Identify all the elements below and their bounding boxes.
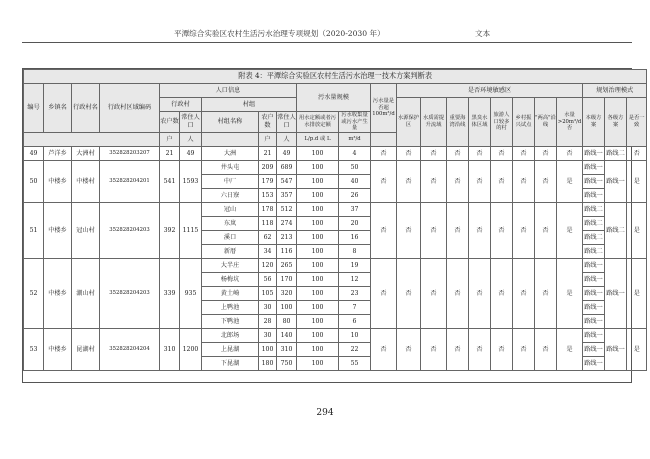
cell-county-plan: 路线二 bbox=[605, 146, 627, 160]
cell-seq: 50 bbox=[24, 160, 44, 202]
cell-group-residents: 213 bbox=[277, 230, 297, 244]
header-two-highs: "两高"沿线 bbox=[535, 98, 557, 147]
cell-group: 新厝 bbox=[202, 244, 259, 258]
unit-households: 户 bbox=[160, 132, 180, 146]
cell-consistent: 否 bbox=[627, 146, 647, 160]
cell-households: 339 bbox=[160, 258, 180, 328]
cell-quota: 100 bbox=[297, 258, 339, 272]
cell-seq: 53 bbox=[24, 328, 44, 370]
cell-county-plan: 路线一 bbox=[605, 258, 627, 328]
cell-volume: 4 bbox=[339, 146, 371, 160]
cell-volume: 8 bbox=[339, 244, 371, 258]
cell-consistent: 是 bbox=[627, 328, 647, 370]
header-residents: 常住人口 bbox=[180, 112, 202, 133]
header-row-1 bbox=[24, 84, 647, 98]
cell-volume: 23 bbox=[339, 286, 371, 300]
cell-revival: 否 bbox=[513, 328, 535, 370]
header-water-protection: 水源保护区 bbox=[397, 98, 421, 147]
cell-quota: 100 bbox=[297, 356, 339, 370]
cell-quota: 100 bbox=[297, 286, 339, 300]
cell-lifting: 否 bbox=[421, 160, 447, 202]
cell-protection: 否 bbox=[397, 328, 421, 370]
cell-quota: 100 bbox=[297, 202, 339, 216]
cell-protection: 否 bbox=[397, 258, 421, 328]
cell-volume: 50 bbox=[339, 160, 371, 174]
unit-volume: m³/d bbox=[339, 132, 371, 146]
header-important-coast: 重要海湾沿线 bbox=[447, 98, 469, 147]
cell-group-residents: 170 bbox=[277, 272, 297, 286]
page-number: 294 bbox=[316, 408, 334, 418]
table-row bbox=[24, 258, 647, 272]
cell-group: 溪口 bbox=[202, 230, 259, 244]
header-group-residents: 常住人口 bbox=[277, 112, 297, 133]
table-caption: 附表 4：平潭综合实验区农村生活污水治理一技术方案判断表 bbox=[24, 70, 647, 84]
cell-village-plan: 路线二 bbox=[583, 216, 605, 230]
cell-volume: 7 bbox=[339, 300, 371, 314]
cell-group: 东岚 bbox=[202, 216, 259, 230]
cell-two-highs: 否 bbox=[535, 146, 557, 160]
cell-village-plan: 路线一 bbox=[583, 286, 605, 300]
header-over-100: 污水量是否超100m³/d bbox=[371, 84, 397, 133]
cell-residents: 1200 bbox=[180, 328, 202, 370]
cell-quota: 100 bbox=[297, 188, 339, 202]
cell-over-100: 否 bbox=[371, 146, 397, 160]
cell-group: 大半庄 bbox=[202, 258, 259, 272]
cell-code: 352828204203 bbox=[100, 258, 160, 328]
unit-over-100 bbox=[371, 132, 397, 146]
cell-odor: 否 bbox=[469, 258, 491, 328]
cell-group-residents: 310 bbox=[277, 342, 297, 356]
unit-group-residents: 人 bbox=[277, 132, 297, 146]
cell-village-plan: 路线一 bbox=[583, 258, 605, 272]
cell-over-20: 是 bbox=[557, 258, 583, 328]
cell-group-households: 100 bbox=[259, 342, 277, 356]
cell-group: 上鸭池 bbox=[202, 300, 259, 314]
cell-village-plan: 路线一 bbox=[583, 328, 605, 342]
table-caption-row bbox=[24, 70, 647, 84]
header-population-info: 人口信息 bbox=[160, 84, 297, 98]
cell-admin-village: 昆湖村 bbox=[72, 328, 100, 370]
header-admin-village: 行政村名 bbox=[72, 84, 100, 133]
cell-two-highs: 否 bbox=[535, 160, 557, 202]
header-rural-revival: 乡村振兴试点 bbox=[513, 98, 535, 147]
units-spacer bbox=[24, 132, 160, 146]
cell-quota: 100 bbox=[297, 300, 339, 314]
cell-village-plan: 路线一 bbox=[583, 314, 605, 328]
cell-admin-village: 中楼村 bbox=[72, 160, 100, 202]
cell-households: 541 bbox=[160, 160, 180, 202]
cell-group: 大洲 bbox=[202, 146, 259, 160]
cell-over-100: 否 bbox=[371, 328, 397, 370]
header-admin-village-group: 行政村 bbox=[160, 98, 202, 112]
cell-lifting: 否 bbox=[421, 202, 447, 258]
cell-township: 中楼乡 bbox=[44, 160, 72, 202]
cell-group: 下鸭池 bbox=[202, 314, 259, 328]
header-township: 乡镇名 bbox=[44, 84, 72, 133]
cell-county-plan: 路线一 bbox=[605, 160, 627, 202]
header-water-quota: 用水定额或者污水排放定额 bbox=[297, 112, 339, 133]
cell-tourist: 否 bbox=[491, 328, 513, 370]
cell-residents: 1115 bbox=[180, 202, 202, 258]
cell-tourist: 否 bbox=[491, 146, 513, 160]
cell-township: 中楼乡 bbox=[44, 202, 72, 258]
cell-odor: 否 bbox=[469, 328, 491, 370]
cell-quota: 100 bbox=[297, 160, 339, 174]
cell-over-100: 否 bbox=[371, 258, 397, 328]
cell-quota: 100 bbox=[297, 146, 339, 160]
cell-group-households: 178 bbox=[259, 202, 277, 216]
header-consistent: 是否一致 bbox=[627, 98, 647, 147]
header-group-name: 村组名称 bbox=[202, 112, 259, 133]
cell-quota: 100 bbox=[297, 328, 339, 342]
cell-admin-village: 大洲村 bbox=[72, 146, 100, 160]
cell-village-plan: 路线二 bbox=[583, 244, 605, 258]
cell-village-plan: 路线一 bbox=[583, 300, 605, 314]
cell-residents: 1593 bbox=[180, 160, 202, 202]
cell-volume: 19 bbox=[339, 258, 371, 272]
header-sensitive-area: 是否环境敏感区 bbox=[397, 84, 583, 98]
table-row bbox=[24, 328, 647, 342]
cell-group-residents: 116 bbox=[277, 244, 297, 258]
cell-code: 352828204204 bbox=[100, 328, 160, 370]
cell-volume: 6 bbox=[339, 314, 371, 328]
cell-coast: 否 bbox=[447, 160, 469, 202]
cell-coast: 否 bbox=[447, 258, 469, 328]
cell-village-plan: 路线一 bbox=[583, 356, 605, 370]
cell-group-residents: 512 bbox=[277, 202, 297, 216]
cell-group-households: 62 bbox=[259, 230, 277, 244]
cell-group-households: 153 bbox=[259, 188, 277, 202]
cell-consistent: 是 bbox=[627, 258, 647, 328]
cell-volume: 16 bbox=[339, 230, 371, 244]
cell-volume: 40 bbox=[339, 174, 371, 188]
cell-quota: 100 bbox=[297, 230, 339, 244]
cell-tourist: 否 bbox=[491, 160, 513, 202]
cell-group: 中厂 bbox=[202, 174, 259, 188]
cell-households: 21 bbox=[160, 146, 180, 160]
cell-village-plan: 路线一 bbox=[583, 188, 605, 202]
cell-volume: 20 bbox=[339, 216, 371, 230]
cell-group: 杨梅坑 bbox=[202, 272, 259, 286]
cell-revival: 否 bbox=[513, 258, 535, 328]
cell-tourist: 否 bbox=[491, 202, 513, 258]
cell-code: 352828204201 bbox=[100, 160, 160, 202]
cell-group-residents: 140 bbox=[277, 328, 297, 342]
cell-village-plan: 路线二 bbox=[583, 230, 605, 244]
cell-coast: 否 bbox=[447, 328, 469, 370]
cell-group-households: 179 bbox=[259, 174, 277, 188]
cell-protection: 否 bbox=[397, 146, 421, 160]
cell-quota: 100 bbox=[297, 244, 339, 258]
cell-group: 黄土崎 bbox=[202, 286, 259, 300]
cell-over-100: 否 bbox=[371, 160, 397, 202]
cell-quota: 100 bbox=[297, 314, 339, 328]
header-village-plan: 本级方案 bbox=[583, 98, 605, 147]
document-title: 平潭综合实验区农村生活污水治理专项规划（2020-2030 年） bbox=[174, 29, 385, 38]
header-sewage-scale: 污水量规模 bbox=[297, 84, 371, 112]
cell-group-residents: 547 bbox=[277, 174, 297, 188]
cell-group-residents: 357 bbox=[277, 188, 297, 202]
cell-seq: 49 bbox=[24, 146, 44, 160]
cell-village-plan: 路线一 bbox=[583, 146, 605, 160]
cell-admin-village: 冠山村 bbox=[72, 202, 100, 258]
cell-village-plan: 路线一 bbox=[583, 272, 605, 286]
cell-group-residents: 750 bbox=[277, 356, 297, 370]
cell-village-plan: 路线二 bbox=[583, 202, 605, 216]
cell-group-households: 118 bbox=[259, 216, 277, 230]
cell-group-residents: 689 bbox=[277, 160, 297, 174]
cell-group: 下昆湖 bbox=[202, 356, 259, 370]
cell-code: 352828204203 bbox=[100, 202, 160, 258]
header-black-odor: 黑臭水体区域 bbox=[469, 98, 491, 147]
cell-two-highs: 否 bbox=[535, 328, 557, 370]
cell-admin-village: 潮山村 bbox=[72, 258, 100, 328]
unit-spacer bbox=[202, 132, 259, 146]
cell-group-households: 30 bbox=[259, 300, 277, 314]
cell-two-highs: 否 bbox=[535, 258, 557, 328]
header-seq: 编号 bbox=[24, 84, 44, 133]
cell-township: 中楼乡 bbox=[44, 328, 72, 370]
cell-code: 352828203207 bbox=[100, 146, 160, 160]
cell-residents: 935 bbox=[180, 258, 202, 328]
technical-scheme-table bbox=[22, 68, 645, 383]
header-households: 农户数 bbox=[160, 112, 180, 133]
cell-village-plan: 路线一 bbox=[583, 160, 605, 174]
cell-quota: 100 bbox=[297, 216, 339, 230]
cell-consistent: 是 bbox=[627, 160, 647, 202]
cell-county-plan: 路线一 bbox=[605, 328, 627, 370]
cell-village-plan: 路线一 bbox=[583, 342, 605, 356]
cell-volume: 26 bbox=[339, 188, 371, 202]
cell-group-residents: 100 bbox=[277, 300, 297, 314]
cell-group-residents: 80 bbox=[277, 314, 297, 328]
cell-group-households: 120 bbox=[259, 258, 277, 272]
unit-quota: L/p.d 或 L bbox=[297, 132, 339, 146]
cell-group: 冠山 bbox=[202, 202, 259, 216]
cell-group: 北郎场 bbox=[202, 328, 259, 342]
cell-volume: 37 bbox=[339, 202, 371, 216]
unit-residents: 人 bbox=[180, 132, 202, 146]
header-tourist-village: 旅游人口较多的村 bbox=[491, 98, 513, 147]
cell-group-residents: 274 bbox=[277, 216, 297, 230]
cell-group-households: 30 bbox=[259, 328, 277, 342]
header-admin-code: 行政村区域编码 bbox=[100, 84, 160, 133]
cell-group-households: 209 bbox=[259, 160, 277, 174]
cell-seq: 52 bbox=[24, 258, 44, 328]
cell-lifting: 否 bbox=[421, 328, 447, 370]
cell-group-households: 28 bbox=[259, 314, 277, 328]
page-header bbox=[22, 26, 632, 43]
cell-over-100: 否 bbox=[371, 202, 397, 258]
table-row bbox=[24, 202, 647, 216]
cell-protection: 否 bbox=[397, 160, 421, 202]
cell-group-residents: 49 bbox=[277, 146, 297, 160]
header-sewage-volume: 污水收集量或污水产生量 bbox=[339, 112, 371, 133]
header-lifting: 水质需提升流域 bbox=[421, 98, 447, 147]
header-county-plan: 各级方案 bbox=[605, 98, 627, 147]
cell-odor: 否 bbox=[469, 202, 491, 258]
cell-consistent: 是 bbox=[627, 202, 647, 258]
cell-group-households: 21 bbox=[259, 146, 277, 160]
cell-group: 上昆湖 bbox=[202, 342, 259, 356]
cell-over-20: 否 bbox=[557, 146, 583, 160]
cell-revival: 否 bbox=[513, 146, 535, 160]
cell-group: 六日寮 bbox=[202, 188, 259, 202]
cell-volume: 10 bbox=[339, 328, 371, 342]
cell-county-plan: 路线二 bbox=[605, 202, 627, 258]
cell-revival: 否 bbox=[513, 202, 535, 258]
cell-households: 392 bbox=[160, 202, 180, 258]
table-row bbox=[24, 146, 647, 160]
cell-quota: 100 bbox=[297, 174, 339, 188]
cell-quota: 100 bbox=[297, 272, 339, 286]
header-over-20: 水量>20m³/d否 bbox=[557, 98, 583, 147]
cell-residents: 49 bbox=[180, 146, 202, 160]
document-tag: 文本 bbox=[475, 29, 491, 38]
cell-group-residents: 320 bbox=[277, 286, 297, 300]
cell-quota: 100 bbox=[297, 342, 339, 356]
cell-over-20: 是 bbox=[557, 328, 583, 370]
cell-odor: 否 bbox=[469, 146, 491, 160]
cell-volume: 22 bbox=[339, 342, 371, 356]
table-row bbox=[24, 160, 647, 174]
cell-protection: 否 bbox=[397, 202, 421, 258]
unit-group-households: 户 bbox=[259, 132, 277, 146]
cell-households: 310 bbox=[160, 328, 180, 370]
cell-village-plan: 路线一 bbox=[583, 174, 605, 188]
cell-revival: 否 bbox=[513, 160, 535, 202]
cell-lifting: 否 bbox=[421, 146, 447, 160]
cell-over-20: 是 bbox=[557, 160, 583, 202]
cell-tourist: 否 bbox=[491, 258, 513, 328]
cell-two-highs: 否 bbox=[535, 202, 557, 258]
cell-coast: 否 bbox=[447, 202, 469, 258]
cell-volume: 55 bbox=[339, 356, 371, 370]
cell-lifting: 否 bbox=[421, 258, 447, 328]
cell-over-20: 是 bbox=[557, 202, 583, 258]
header-planned-mode: 规划治理模式 bbox=[583, 84, 647, 98]
cell-township: 芦洋乡 bbox=[44, 146, 72, 160]
cell-odor: 否 bbox=[469, 160, 491, 202]
cell-coast: 否 bbox=[447, 146, 469, 160]
cell-volume: 12 bbox=[339, 272, 371, 286]
cell-group-households: 105 bbox=[259, 286, 277, 300]
cell-group-residents: 265 bbox=[277, 258, 297, 272]
cell-group: 井头屯 bbox=[202, 160, 259, 174]
cell-seq: 51 bbox=[24, 202, 44, 258]
cell-group-households: 34 bbox=[259, 244, 277, 258]
header-village-group: 村组 bbox=[202, 98, 297, 112]
cell-township: 中楼乡 bbox=[44, 258, 72, 328]
header-group-households: 农户数 bbox=[259, 112, 277, 133]
cell-group-households: 56 bbox=[259, 272, 277, 286]
cell-group-households: 180 bbox=[259, 356, 277, 370]
